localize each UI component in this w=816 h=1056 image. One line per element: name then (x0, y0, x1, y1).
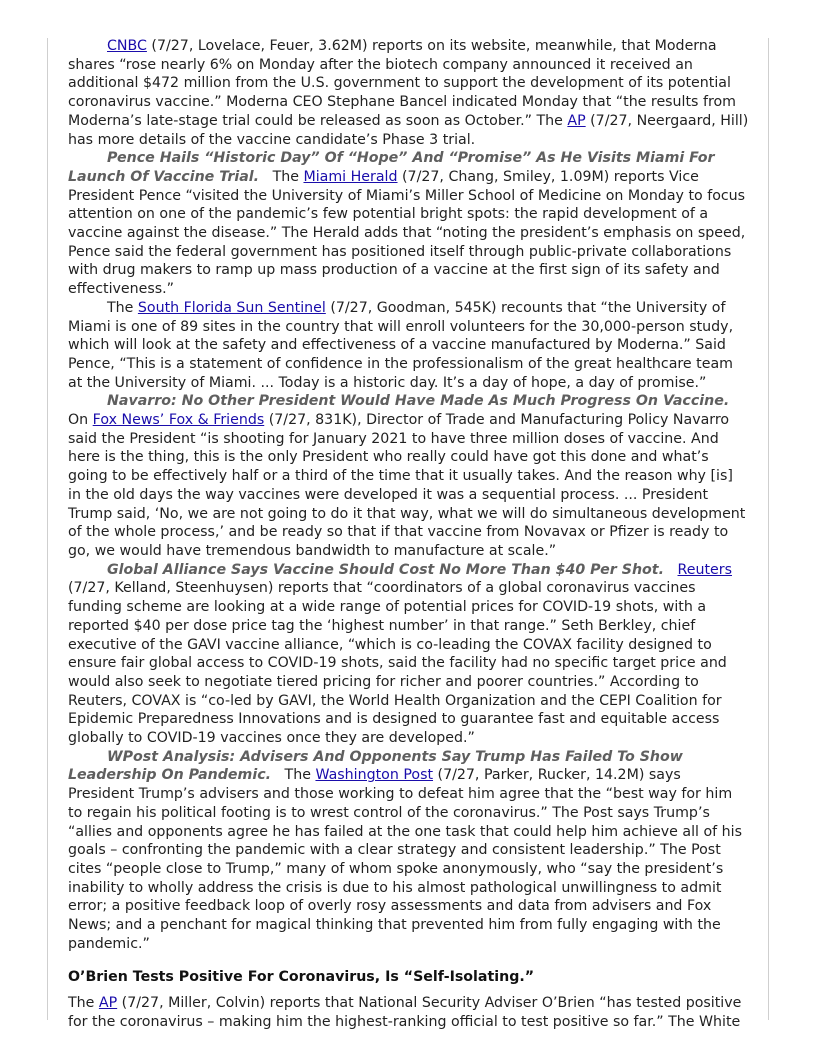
headline-navarro: Navarro: No Other President Would Have Made As Much Progress On Vaccine. (107, 393, 730, 410)
source-link-cnbc[interactable]: CNBC (107, 38, 147, 54)
source-link-sun-sentinel[interactable]: South Florida Sun Sentinel (137, 299, 326, 316)
paragraph-navarro: Navarro: No Other President Would Have Made As Much Progress On Vaccine. On Fox News’ Fox & Friends (7/27, 831K), Director of Trade and Manufacturing Policy Navarro said the President “is shooting for January 2021 to have three million doses of vaccine. And here is the thing, this is the only President who really could have got this done and what’s going to be effectively half or a third of the time that it usually takes. And the reason why [is] in the old days the way vaccines were developed it was a sequential process. ... President Trump said, ‘No, we are not going to do it that way, what we will do simultaneous development of the whole process,’ and be ready so that if that vaccine from Novavax or Pfizer is ready to go, we would have tremendous bandwidth to manufacture at scale.” (68, 393, 746, 559)
section-heading-obrien: O’Brien Tests Positive For Coronavirus, Is “Self-Isolating.” (68, 969, 535, 986)
paragraph-obrien: The AP (7/27, Miller, Colvin) reports that National Security Adviser O’Brien “has tested positive for the coronavirus – making him the highest-ranking official to test positive so far.” The White (68, 995, 742, 1030)
headline-pence: Pence Hails “Historic Day” Of “Hope” And “Promise” As He Visits Miami For Launch Of Vaccine Trial. (68, 150, 715, 185)
source-link-ap[interactable]: AP (567, 112, 586, 129)
source-link-ap-obrien[interactable]: AP (98, 995, 118, 1012)
headline-wpost: WPost Analysis: Advisers And Opponents Say Trump Has Failed To Show Leadership On Pandemic. (68, 748, 683, 784)
headline-gavi: Global Alliance Says Vaccine Should Cost No More Than $40 Per Shot. (107, 561, 664, 578)
right-margin-rule (768, 38, 769, 1020)
source-link-fox-friends[interactable]: Fox News’ Fox & Friends (92, 412, 265, 429)
left-margin-rule (47, 38, 48, 1020)
paragraph-sun-sentinel: The South Florida Sun Sentinel (7/27, Goodman, 545K) recounts that “the University of Miami is one of 89 sites in the country that will enroll volunteers for the 30,000-person study, which will look at the safety and effectiveness of a vaccine manufactured by Moderna.” Said Pence, “This is a statement of confidence in the professionalism of the great healthcare team at the University of Miami. ... Today is a historic day. It’s a day of hope, a day of promise.” (68, 299, 734, 391)
paragraph-pence-miami: Pence Hails “Historic Day” Of “Hope” And “Promise” As He Visits Miami For Launch Of Vaccine Trial. The Miami Herald (7/27, Chang, Smiley, 1.09M) reports Vice President Pence “visited the University of Miami’s Miller School of Medicine on Monday to focus attention on one of the pandemic’s few potential bright spots: the rapid development of a vaccine against the disease.” The Herald adds that “noting the president’s emphasis on speed, Pence said the federal government has positioned itself through public-private collaborations with drug makers to ramp up mass production of a vaccine at the first sign of its safety and effectiveness.” (68, 150, 746, 298)
source-link-miami-herald[interactable]: Miami Herald (303, 168, 398, 185)
paragraph-wpost: WPost Analysis: Advisers And Opponents Say Trump Has Failed To Show Leadership On Pandemic. The Washington Post (7/27, Parker, Rucker, 14.2M) says President Trump’s advisers and those working to defeat him agree that the “best way for him to regain his political footing is to wrest control of the coronavirus.” The Post says Trump’s “allies and opponents agree he has failed at the one task that could help him achieve all of his goals – confronting the pandemic with a clear strategy and consistent leadership.” The Post cites “people close to Trump,” many of whom spoke anonymously, who “say the president’s inability to wholly address the crisis is due to his almost pathological unwillingness to admit error; a positive feedback loop of overly rosy assessments and data from advisers and Fox News; and a penchant for magical thinking that prevented him from fully engaging with the pandemic.” (68, 748, 742, 952)
article-body (68, 37, 750, 1032)
paragraph-gavi: Global Alliance Says Vaccine Should Cost No More Than $40 Per Shot. Reuters (7/27, Kelland, Steenhuysen) reports that “coordinators of a global coronavirus vaccines funding scheme are looking at a wide range of potential prices for COVID-19 shots, with a reported $40 per dose price tag the ‘highest number’ in that range.” Seth Berkley, chief executive of the GAVI vaccine alliance, “which is co-leading the COVAX facility designed to ensure fair global access to COVID-19 shots, said the facility had no specific target price and would also seek to negotiate tiered pricing for richer and poorer countries.” According to Reuters, COVAX is “co-led by GAVI, the World Health Organization and the CEPI Coalition for Epidemic Preparedness Innovations and is designed to guarantee fast and equitable access globally to COVID-19 vaccines once they are developed.” (68, 561, 732, 747)
paragraph-cnbc: CNBC (7/27, Lovelace, Feuer, 3.62M) reports on its website, meanwhile, that Moderna shares “rose nearly 6% on Monday after the biotech company announced it received an additional $472 million from the U.S. government to support the development of its potential coronavirus vaccine.” Moderna CEO Stephane Bancel indicated Monday that “the results from Moderna’s late-stage trial could be released as soon as October.” The AP (7/27, Neergaard, Hill) has more details of the vaccine candidate’s Phase 3 trial. (68, 38, 749, 148)
source-link-washington-post[interactable]: Washington Post (315, 767, 434, 784)
source-link-reuters[interactable]: Reuters (677, 561, 732, 578)
